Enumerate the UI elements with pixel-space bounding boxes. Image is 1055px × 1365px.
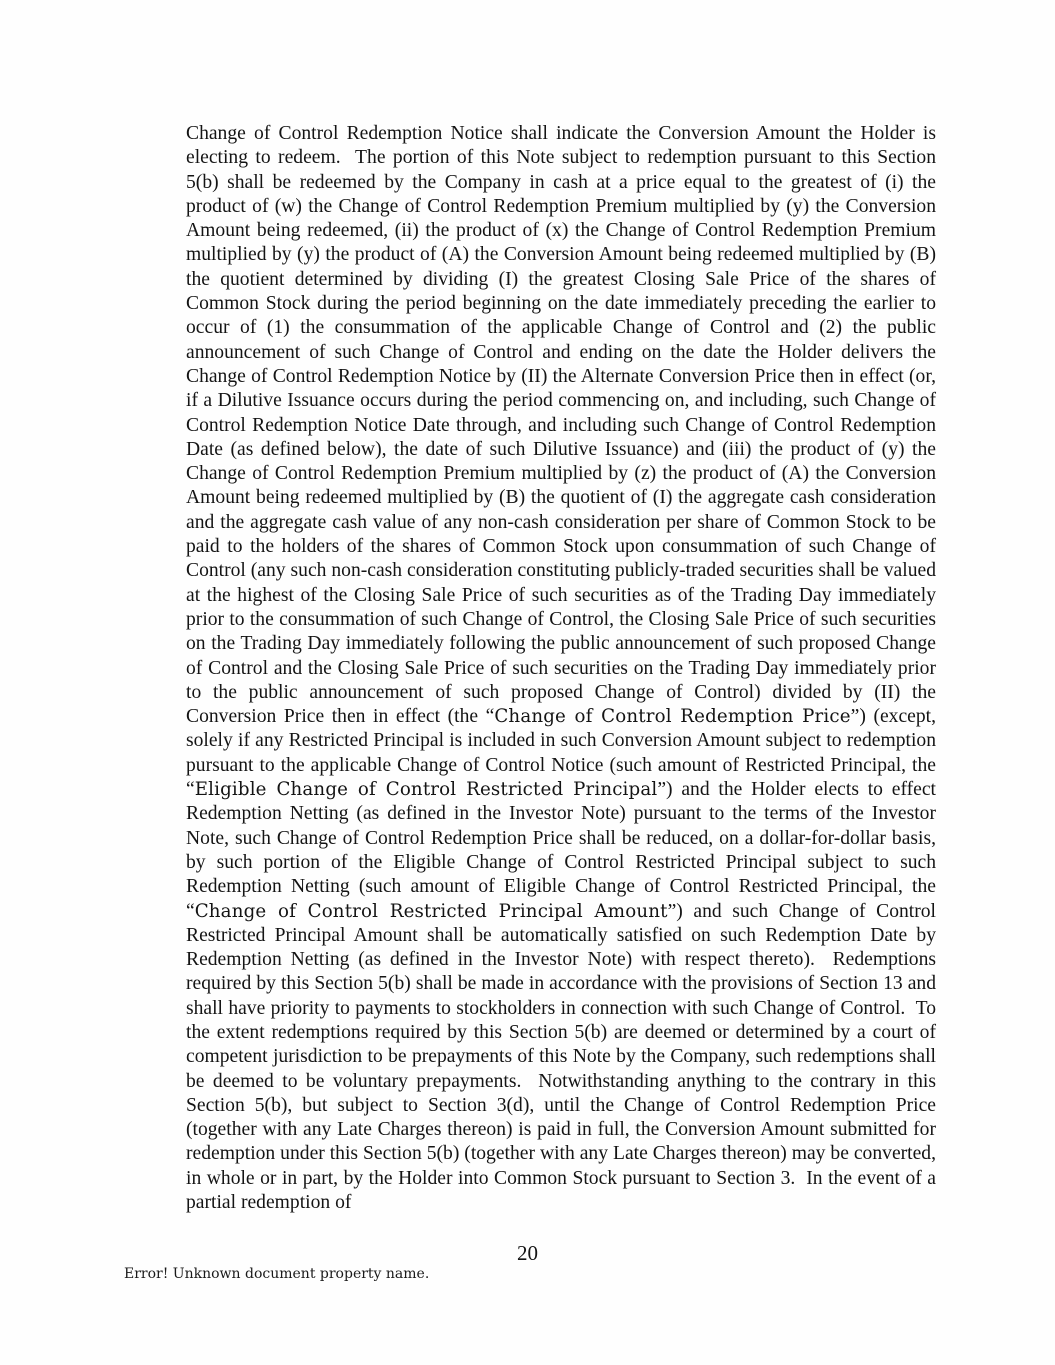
- text-run: ”) and such Change of Control Restricted Principal Amount shall be automatically satisfied on such Redemption Date by Redemption Netting (as defined in the Investor Note) with respect thereto). Redemptions required by this Section 5(b) shall be made in accordance with the provisions of Section 13 and shall have priority to payments to stockholders in connection with such Change of Control. To the extent redemptions required by this Section 5(b) are deemed or determined by a court of competent jurisdiction to be prepayments of this Note by the Company, such redemptions shall be deemed to be voluntary prepayments. Notwithstanding anything to the contrary in this Section 5(b), but subject to Section 3(d), until the Change of Control Redemption Price (together with any Late Charges thereon) is paid in full, the Conversion Amount submitted for redemption under this Section 5(b) (together with any Late Charges thereon) may be converted, in whole or in part, by the Holder into Common Stock pursuant to Section 3. In the event of a partial redemption of: [186, 900, 937, 1214]
- defined-term: Change of Control Redemption Price: [494, 706, 851, 728]
- page-number: 20: [517, 1241, 538, 1265]
- text-run: ”) and the Holder elects to effect Redemption Netting (as defined in the Investor Note) pursuant to the terms of the Investor Note, such Change of Control Redemption Price shall be reduced, on a dollar-for-dollar basis, by such portion of the Eligible Change of Control Restricted Principal subject to such Redemption Netting (such amount of Eligible Change of Control Restricted Principal, the “: [186, 779, 936, 922]
- text-run: Change of Control Redemption Notice shall indicate the Conversion Amount the Holder is electing to redeem. The portion of this Note subject to redemption pursuant to this Section 5(b) shall be redeemed by the Company in cash at a price equal to the greatest of (i) the product of (w) the Change of Control Redemption Premium multiplied by (y) the Conversion Amount being redeemed, (ii) the product of (x) the Change of Control Redemption Premium multiplied by (y) the product of (A) the Conversion Amount being redeemed multiplied by (B) the quotient determined by dividing (I) the greatest Closing Sale Price of the shares of Common Stock during the period beginning on the date immediately preceding the earlier to occur of (1) the consummation of the applicable Change of Control and (2) the public announcement of such Change of Control and ending on the date the Holder delivers the Change of Control Redemption Notice by (II) the Alternate Conversion Price then in effect (or, if a Dilutive Issuance occurs during the period commencing on, and including, such Change of Control Redemption Notice Date through, and including such Change of Control Redemption Date (as defined below), the date of such Dilutive Issuance) and (iii) the product of (y) the Change of Control Redemption Premium multiplied by (z) the product of (A) the Conversion Amount being redeemed multiplied by (B) the quotient of (I) the aggregate cash consideration and the aggregate cash value of any non-cash consideration per share of Common Stock to be paid to the holders of the shares of Common Stock upon consummation of such Change of Control (any such non-cash consideration constituting publicly-traded securities shall be valued at the highest of the Closing Sale Price of such securities as of the Trading Day immediately prior to the consummation of such Change of Control, the Closing Sale Price of such securities on the Trading Day immediately following the public announcement of such proposed Change of Control and the Closing Sale Price of such securities on the Trading Day immediately prior to the public announcement of such proposed Change of Control) divided by (II) the Conversion Price then in effect (the “: [186, 123, 936, 728]
- defined-term: Eligible Change of Control Restricted Principal: [194, 779, 658, 801]
- body-paragraph: [186, 122, 936, 1215]
- text-run: ”) (except, solely if any Restricted Principal is included in such Conversion Amount subject to redemption pursuant to the applicable Change of Control Notice (such amount of Restricted Principal, the “: [186, 706, 937, 801]
- footer-error-text: Error! Unknown document property name.: [124, 1266, 430, 1282]
- defined-term: Change of Control Restricted Principal Amount: [194, 900, 668, 922]
